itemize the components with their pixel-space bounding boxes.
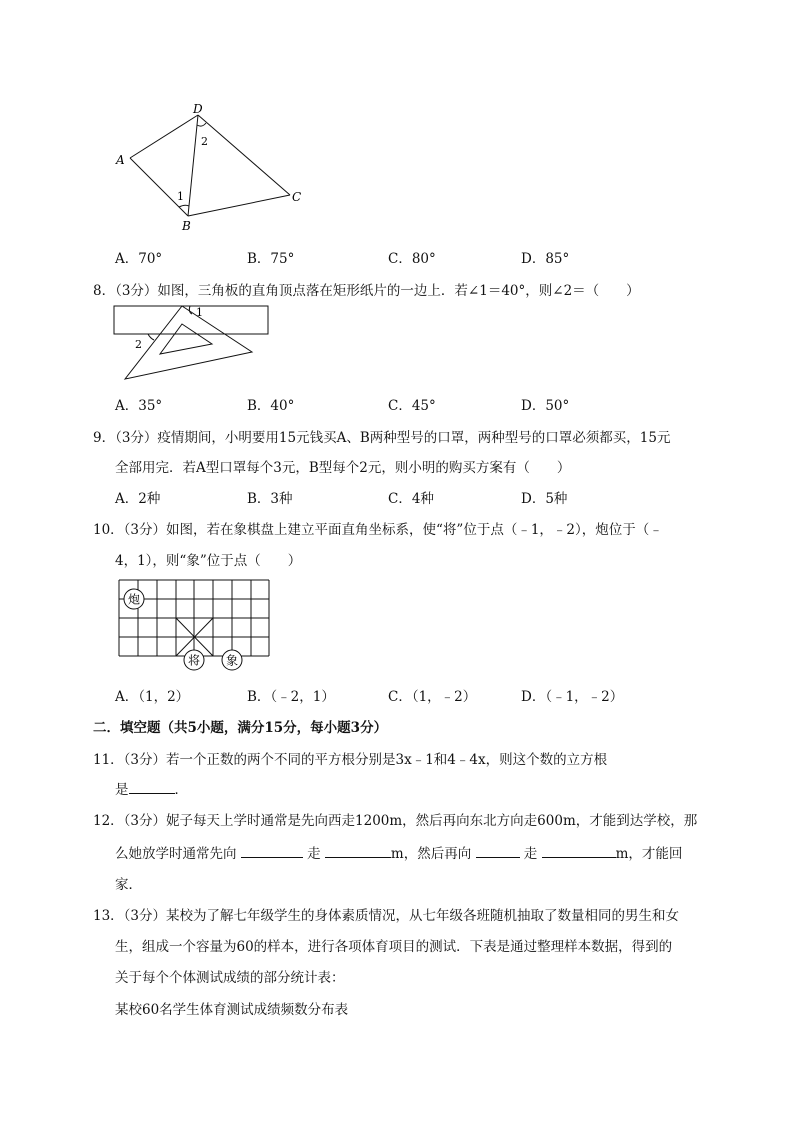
set-square-outer <box>125 306 252 379</box>
q12-line3: 家． <box>115 877 142 893</box>
q8-figure <box>112 304 272 384</box>
q10-line1: 10．（3分）如图，若在象棋盘上建立平面直角坐标系，使“将”位于点（﹣1，﹣2），炮位于（﹣ <box>93 522 663 538</box>
label-A: A <box>116 153 125 167</box>
q8-stem: 8．（3分）如图，三角板的直角顶点落在矩形纸片的一边上．若∠1＝40°，则∠2＝（ ） <box>93 283 640 299</box>
q13-table-title: 某校60名学生体育测试成绩频数分布表 <box>115 1002 349 1018</box>
q10-option-d: D．（﹣1，﹣2） <box>521 689 624 705</box>
segment-BD <box>188 115 198 216</box>
q11-line2-pre: 是 <box>115 782 129 798</box>
piece-jiang-label: 将 <box>187 653 201 668</box>
angle-2-label: 2 <box>201 135 208 148</box>
q10-option-a: A．（1，2） <box>115 689 190 705</box>
q10-option-b: B．（﹣2，1） <box>247 689 335 705</box>
q12-blank-distance-1[interactable] <box>325 845 391 858</box>
q9-option-b: B．3种 <box>247 491 293 507</box>
piece-pao <box>124 589 144 609</box>
angle-2-label: 2 <box>135 338 142 351</box>
angle-1-label: 1 <box>196 306 203 319</box>
q12-blank-direction-1[interactable] <box>241 845 303 858</box>
q8-option-a: A．35° <box>115 398 163 414</box>
q12-blank-distance-2[interactable] <box>542 845 616 858</box>
q13-line1: 13．（3分）某校为了解七年级学生的身体素质情况，从七年级各班随机抽取了数量相同的男生和女 <box>93 908 680 924</box>
piece-xiang-label: 象 <box>225 653 239 668</box>
q12-line2 <box>115 842 682 862</box>
section2-title: 二．填空题（共5小题，满分15分，每小题3分） <box>93 720 388 736</box>
q12-text-d: 走 <box>523 846 538 862</box>
q9-option-d: D．5种 <box>521 491 568 507</box>
q12-text-a: 么她放学时通常先向 <box>115 846 237 862</box>
q9-option-c: C．4种 <box>388 491 434 507</box>
label-B: B <box>182 219 191 233</box>
q10-option-c: C．（1，﹣2） <box>388 689 477 705</box>
q12-text-b: 走 <box>307 846 321 862</box>
q12-blank-direction-2[interactable] <box>476 845 520 858</box>
q8-option-b: B．40° <box>247 398 295 414</box>
angle-1-arc <box>179 205 189 207</box>
q13-line2: 生，组成一个容量为60的样本，进行各项体育项目的测试．下表是通过整理样本数据，得到的 <box>115 939 673 955</box>
q10-chessboard-figure <box>112 574 277 674</box>
piece-xiang <box>222 650 242 670</box>
q11-line2-post: ． <box>174 782 188 798</box>
angle-2-arc <box>148 334 154 340</box>
q9-option-a: A．2种 <box>115 491 161 507</box>
q7-figure <box>110 100 310 235</box>
q9-line1: 9．（3分）疫情期间，小明要用15元钱买A、B两种型号的口罩，两种型号的口罩必须都买，15元 <box>93 430 671 446</box>
q7-option-a: A．70° <box>115 251 163 267</box>
q7-option-d: D．85° <box>521 251 570 267</box>
segment-AD <box>130 115 198 158</box>
set-square-inner <box>160 324 212 354</box>
q7-option-b: B．75° <box>247 251 295 267</box>
q8-option-d: D．50° <box>521 398 570 414</box>
q12-text-e: m，才能回 <box>615 846 683 862</box>
q7-option-c: C．80° <box>388 251 436 267</box>
segment-DC <box>198 115 290 195</box>
q11-answer-blank[interactable] <box>129 781 175 794</box>
angle-2-arc <box>197 123 206 126</box>
q11-line2 <box>115 778 188 798</box>
label-D: D <box>193 102 203 116</box>
q9-line2: 全部用完．若A型口罩每个3元，B型每个2元，则小明的购买方案有（ ） <box>115 460 571 476</box>
piece-pao-label: 炮 <box>127 592 141 607</box>
angle-1-label: 1 <box>177 190 184 203</box>
piece-jiang <box>184 650 204 670</box>
q8-option-c: C．45° <box>388 398 436 414</box>
q12-text-c: m，然后再向 <box>390 846 472 862</box>
q11-line1: 11．（3分）若一个正数的两个不同的平方根分别是3x﹣1和4﹣4x，则这个数的立方根 <box>93 752 608 768</box>
label-C: C <box>292 190 302 204</box>
q12-line1: 12．（3分）妮子每天上学时通常是先向西走1200m，然后再向东北方向走600m，才能到达学校，那 <box>93 813 698 829</box>
q10-line2: 4，1），则“象”位于点（ ） <box>115 553 302 569</box>
q13-line3: 关于每个个体测试成绩的部分统计表： <box>115 970 345 986</box>
segment-BC <box>188 195 290 216</box>
